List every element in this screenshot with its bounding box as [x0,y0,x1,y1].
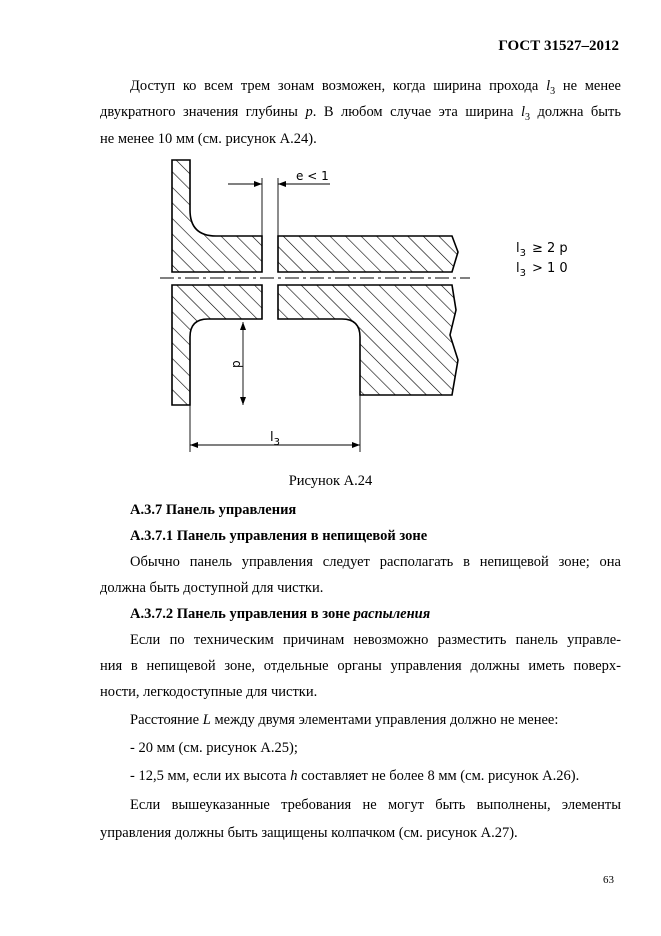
section-a371-title: А.3.7.1 Панель управления в непищевой зоне [130,528,428,544]
page-number: 63 [603,874,614,886]
section-a372-title: А.3.7.2 Панель управления в зоне распыления [130,606,431,622]
intro-line-3: не менее 10 мм (см. рисунок А.24). [100,131,317,147]
intro-line-1: Доступ ко всем трем зонам возможен, когда ширина прохода $l_3$ не менее [130,78,621,97]
document-header: ГОСТ 31527–2012 [498,38,619,54]
gap-e-dimension [228,169,330,236]
figure-a24 [0,150,661,460]
section-a372-line-2: ния в непищевой зоне, отдельные органы управления должны иметь поверх- [100,658,621,674]
figure-caption: Рисунок А.24 [288,473,373,489]
intro-line-2: двукратного значения глубины p. В любом случае эта ширина $l_3$ должна быть [100,104,621,123]
width-l3-dimension [190,395,360,452]
label-e: e < 1 [296,169,329,183]
condition-2: $l_3 > 1$ 0 [516,261,568,279]
section-a37-title: А.3.7 Панель управления [130,502,297,518]
final-line-1: Если вышеуказанные требования не могут быть выполнены, элементы [130,797,621,813]
section-a372-line-3: ности, легкодоступные для чистки. [100,684,318,700]
distance-requirement: Расстояние L между двумя элементами управления должно не менее: [130,712,559,728]
condition-1: $l_3 \ge 2$ p [516,241,568,259]
section-a372-line-1: Если по техническим причинам невозможно разместить панель управле- [130,632,621,648]
depth-p-dimension [229,322,246,405]
final-line-2: управления должны быть защищены колпачком (см. рисунок А.27). [100,825,518,841]
conditions-legend [516,241,568,279]
section-a371-line-1: Обычно панель управления следует располагать в непищевой зоне; она [130,554,621,570]
label-l3: $l_3$ [270,430,280,448]
bullet-2: - 12,5 мм, если их высота h составляет не более 8 мм (см. рисунок А.26). [130,768,580,784]
left-wall-part [172,160,262,405]
section-a371-line-2: должна быть доступной для чистки. [100,580,324,596]
bullet-1: - 20 мм (см. рисунок А.25); [130,740,298,756]
label-p: p [229,360,243,368]
right-block-part [278,236,458,395]
